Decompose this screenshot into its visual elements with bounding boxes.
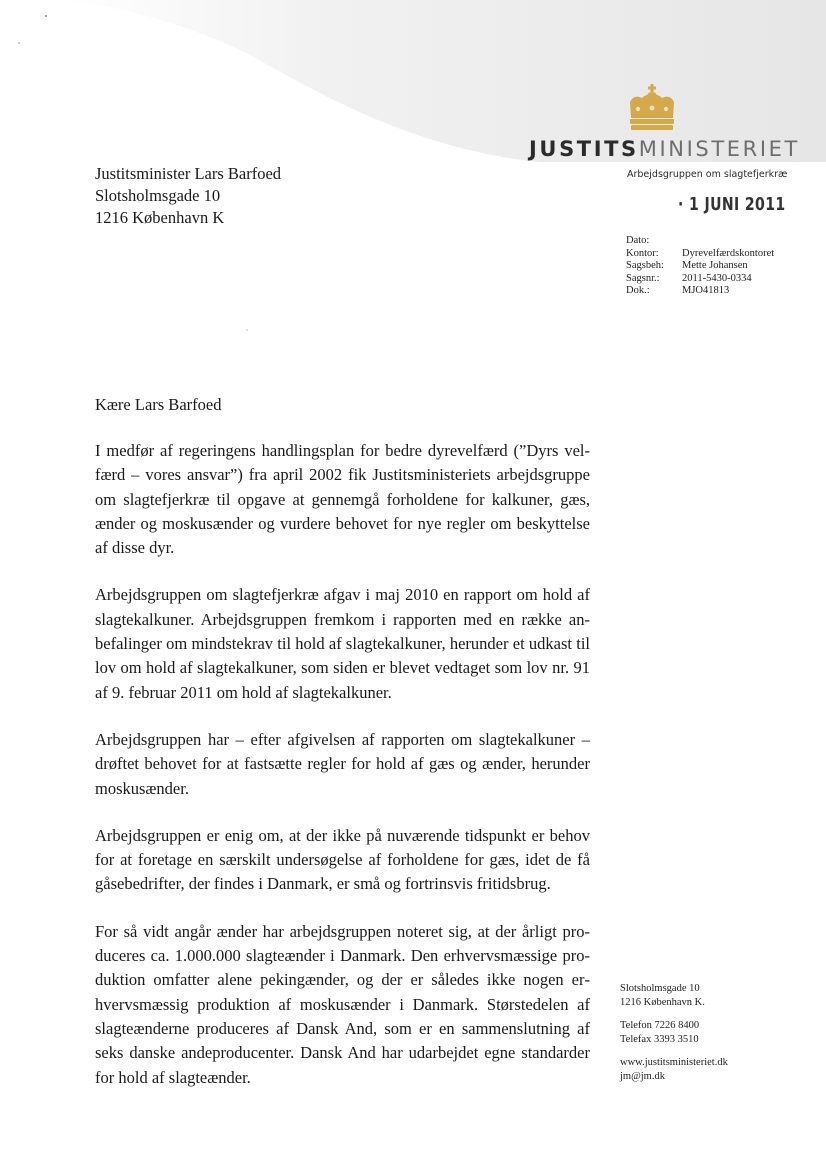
footer-address <box>620 982 728 1009</box>
salutation: Kære Lars Barfoed <box>95 395 222 414</box>
paragraph: Arbejdsgruppen om slagtefjerkræ afgav i maj 2010 en rapport om hold af slagtekalkuner. Arbejdsgruppen fremkom i rapporten med en række anbefalinger om mindstekrav til hold af slagtekalkuner, herunder et udkast til lov om hold af slagtekalkuner, som siden er blevet vedtaget som lov nr. 91 af 9. februar 2011 om hold af slagtekalkuner. <box>95 585 590 702</box>
ministry-contact-footer <box>620 982 728 1093</box>
paragraph: I medfør af regeringens handlingsplan for bedre dyrevelfærd (”Dyrs velfærd – vores ansvar”) fra april 2002 fik Justitsministeriets arbejdsgruppe om slagtefjerkræ til opgave at gennemgå forholdene for kalkuner, gæs, ænder og moskusænder og vurdere behovet for nye regler om beskyttelse af disse dyr. <box>95 441 590 558</box>
royal-crown-icon <box>624 84 680 132</box>
logo-part-ministeriet: MINISTERIET <box>638 137 800 161</box>
meta-row-handler <box>626 260 774 273</box>
meta-key: Kontor: <box>626 247 659 259</box>
recipient-address <box>95 163 281 229</box>
date-stamp-mark: · <box>678 194 684 215</box>
meta-value: Mette Johansen <box>682 260 748 272</box>
meta-value: Dyrevelfærdskontoret <box>682 247 775 259</box>
footer-phone: Telefon 7226 8400 <box>620 1020 700 1031</box>
footer-fax: Telefax 3393 3510 <box>620 1033 699 1045</box>
recipient-name: Justitsminister Lars Barfoed <box>95 164 282 183</box>
footer-phones <box>620 1019 728 1046</box>
ministry-logo <box>529 137 800 161</box>
paragraph: For så vidt angår ænder har arbejdsgruppen noteret sig, at der årligt produceres ca. 1.000.000 slagteænder i Danmark. Den erhvervsmæssige produktion omfatter alene pekingænder, og der er således ikke nogen erhvervsmæssig produktion af moskusænder i Danmark. Størstedelen af slagteænderne produceres af Dansk And, som er en sammenslutning af seks danske andeproducenter. Dansk And har udarbejdet egne standarder for hold af slagteænder. <box>95 921 590 1087</box>
recipient-street: Slotsholmsgade 10 <box>95 186 221 205</box>
meta-key: Dok.: <box>626 285 650 297</box>
meta-row-case-number <box>626 273 774 286</box>
date-stamp <box>678 194 786 215</box>
working-group-name: Arbejdsgruppen om slagtefjerkræ <box>627 169 788 180</box>
meta-value: MJO41813 <box>682 285 730 297</box>
date-stamp-text: 1 JUNI 2011 <box>689 194 786 215</box>
meta-value: 2011-5430-0334 <box>682 272 752 284</box>
meta-key: Dato: <box>626 235 650 246</box>
case-metadata <box>626 235 774 298</box>
footer-email-link[interactable]: jm@jm.dk <box>620 1070 665 1082</box>
recipient-city: 1216 København K <box>95 208 225 227</box>
paragraph: Arbejdsgruppen har – efter afgivelsen af rapporten om slagtekalkuner – drøftet behovet for at fastsætte regler for hold af gæs og ænder, herunder moskusænder. <box>95 729 590 798</box>
meta-key: Sagsnr.: <box>626 272 660 284</box>
logo-part-justits: JUSTITS <box>529 137 639 161</box>
meta-row-date <box>626 235 774 248</box>
meta-row-document <box>626 285 774 298</box>
footer-city: 1216 København K. <box>620 996 705 1008</box>
paragraph: Arbejdsgruppen er enig om, at der ikke på nuværende tidspunkt er behov for at foretage en særskilt undersøgelse af forholdene for gæs, idet de få gåsebedrifter, der findes i Danmark, er små og fortrinsvis fritidsbrug. <box>95 825 590 894</box>
meta-row-office <box>626 248 774 261</box>
footer-street: Slotsholmsgade 10 <box>620 983 700 994</box>
letter-body <box>95 439 590 1113</box>
footer-website-link[interactable]: www.justitsministeriet.dk <box>620 1057 728 1068</box>
footer-online <box>620 1056 728 1083</box>
meta-key: Sagsbeh: <box>626 260 664 272</box>
